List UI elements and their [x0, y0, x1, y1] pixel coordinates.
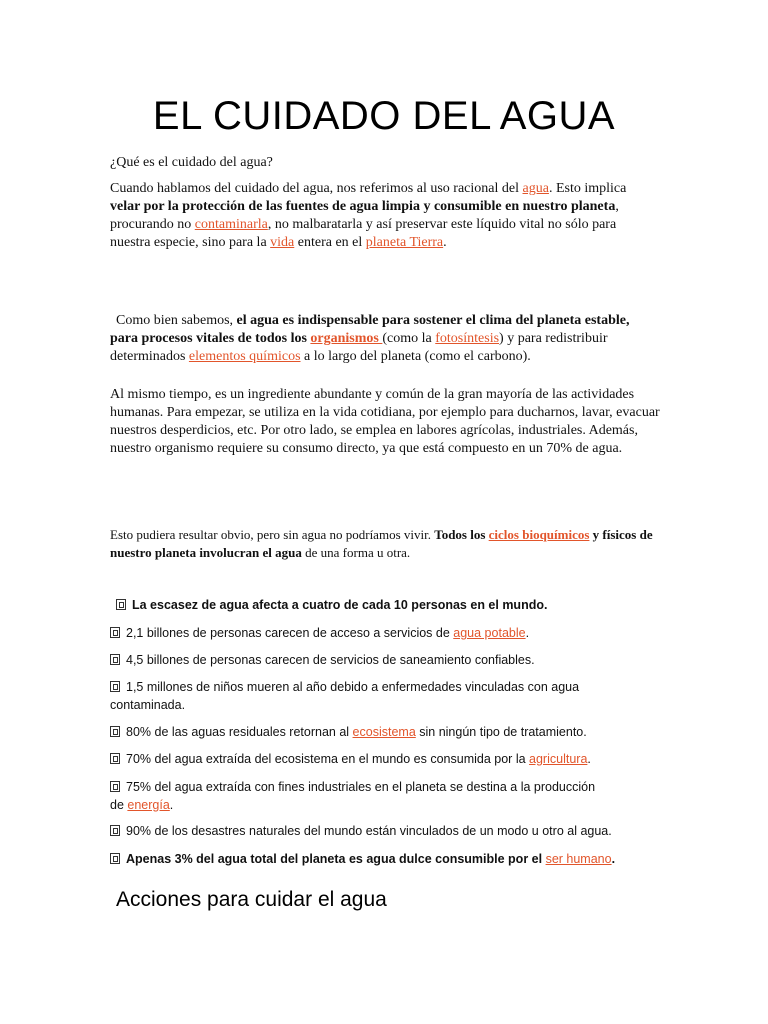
text: a lo largo del planeta (como el carbono). — [300, 349, 531, 364]
bold-text: La escasez de agua afecta a cuatro de cada 10 personas en el mundo. — [132, 598, 548, 612]
bold-text: Todos los — [434, 527, 489, 542]
bullet-icon — [110, 825, 120, 836]
link-agua[interactable]: agua — [522, 181, 549, 196]
text: entera en el — [294, 235, 366, 250]
text: 80% de las aguas residuales retornan al — [126, 725, 353, 739]
paragraph-actividades: Al mismo tiempo, es un ingrediente abundante y común de la gran mayoría de las actividades humanas. Para empezar, se utiliza en la vida cotidiana, por ejemplo para ducharnos, lavar, evacuar nuestros desperdicios, etc. Por otro lado, se emplea en labores agrícolas, industriales. Además, nuestro organismo requiere su consumo directo, ya que está compuesto en un 70% de agua. — [110, 387, 660, 456]
bold-text: el agua es indispensable para sostener el clima del planeta estable, para procesos vitales de todos los — [110, 313, 630, 346]
text: 90% de los desastres naturales del mundo están vinculados de un modo u otro al agua. — [126, 824, 612, 838]
text: . — [169, 798, 174, 812]
text: 2,1 billones de personas carecen de acceso a servicios de — [126, 626, 454, 640]
link-agua-potable[interactable]: agua potable — [453, 626, 526, 640]
link-ser-humano[interactable]: ser humano — [545, 852, 612, 866]
paragraph-obvio — [110, 526, 655, 562]
link-organismos[interactable]: organismos — [310, 331, 383, 346]
link-elementos-quimicos[interactable]: elementos químicos — [188, 349, 301, 364]
text: sin ningún tipo de tratamiento. — [415, 725, 587, 739]
link-vida[interactable]: vida — [270, 235, 295, 250]
bold-text: . — [611, 852, 616, 866]
text: 70% del agua extraída del ecosistema en el mundo es consumida por la — [126, 752, 530, 766]
bullet-item — [110, 750, 656, 768]
bullet-item — [110, 651, 656, 669]
text: Esto pudiera resultar obvio, pero sin agua no podríamos vivir. — [110, 527, 435, 542]
text: , procurando no — [110, 199, 619, 232]
bold-text: Apenas 3% del agua total del planeta es agua dulce consumible por el — [126, 852, 546, 866]
bullet-icon — [110, 627, 120, 638]
bullet-item — [110, 723, 656, 741]
paragraph-indispensable — [110, 312, 650, 366]
text: . — [443, 235, 447, 250]
text: de una forma u otra. — [301, 545, 411, 560]
text: . — [525, 626, 530, 640]
bullet-icon — [110, 781, 120, 792]
bullet-icon — [110, 681, 120, 692]
link-ciclos-bioquimicos[interactable]: ciclos bioquímicos — [488, 527, 590, 542]
paragraph-intro — [110, 180, 658, 252]
page-title: EL CUIDADO DEL AGUA — [152, 94, 616, 138]
bullet-item — [110, 778, 610, 814]
bullet-item — [110, 624, 656, 642]
bullet-icon — [110, 654, 120, 665]
link-energia[interactable]: energía — [127, 798, 170, 812]
link-agricultura[interactable]: agricultura — [529, 752, 588, 766]
link-contaminarla[interactable]: contaminarla — [194, 217, 268, 232]
bullet-item — [116, 596, 656, 614]
link-ecosistema[interactable]: ecosistema — [352, 725, 416, 739]
text: ) y para redistribuir determinados — [110, 331, 608, 364]
text: Cuando hablamos del cuidado del agua, nos referimos al uso racional del — [110, 181, 523, 196]
bold-text: velar por la protección de las fuentes de agua limpia y consumible en nuestro planeta — [110, 199, 616, 214]
link-fotosintesis[interactable]: fotosíntesis — [435, 331, 500, 346]
text: . — [587, 752, 591, 766]
bullet-icon — [110, 753, 120, 764]
bullet-icon — [110, 853, 120, 864]
bullet-icon — [110, 726, 120, 737]
question-heading: ¿Qué es el cuidado del agua? — [110, 155, 273, 170]
text: Como bien sabemos, — [116, 313, 237, 328]
section-heading: Acciones para cuidar el agua — [116, 888, 387, 911]
bullet-icon — [116, 599, 126, 610]
text: , no malbaratarla y así preservar este líquido vital no sólo para nuestra especie, sino para la — [110, 217, 617, 250]
bold-text: y físicos de nuestro planeta involucran el agua — [110, 527, 653, 560]
bullet-item — [110, 850, 656, 868]
bullet-item — [110, 678, 610, 714]
text: 1,5 millones de niños mueren al año debido a enfermedades vinculadas con agua contaminada. — [110, 680, 580, 712]
text: 4,5 billones de personas carecen de servicios de saneamiento confiables. — [126, 653, 535, 667]
text: (como la — [382, 331, 436, 346]
link-planeta-tierra[interactable]: planeta Tierra — [365, 235, 444, 250]
text: 75% del agua extraída con fines industriales en el planeta se destina a la producción de — [110, 780, 596, 812]
text: . Esto implica — [548, 181, 627, 196]
bullet-item — [110, 822, 656, 840]
